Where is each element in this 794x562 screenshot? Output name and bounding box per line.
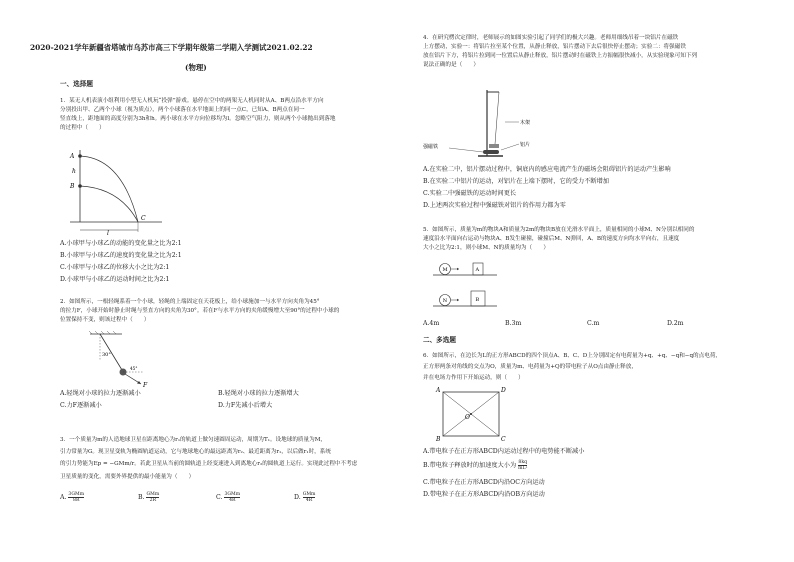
q6-vertex-a: A: [436, 387, 441, 394]
q6-option-b[interactable]: B.带电粒子释放时的加速度大小为 $\frac{8kq}{\text{mL²}}$: [423, 460, 528, 471]
q3-line-4: 卫星质量的变化，需要外界提供的最小能量为（ ）: [60, 474, 195, 480]
q5-ball-n: N: [442, 298, 448, 304]
q1-option-c[interactable]: C.小球甲与小球乙的位移大小之比为2:1: [60, 264, 170, 271]
q4-line-3: 放在铝片下方，将铝片拉到同一位置后从静止释放，铝片摆动时在磁铁上方振幅很快减小，从实验现象可知下列: [423, 53, 698, 59]
q1-figure: [62, 140, 172, 235]
q5-option-c[interactable]: C.m: [587, 320, 600, 327]
q3-option-b[interactable]: B. $\frac{\text{GMm}}{2R}$: [138, 492, 160, 503]
q2-line-1: 2．如图所示，一根轻绳系着一个小球，轻绳的上端固定在天花板上，给小球施加一与水平方向夹角为45°: [60, 299, 320, 305]
q6-center-o: O: [465, 414, 470, 421]
q4-line-1: 4．在研究楞次定律时，老师展示的如图实验引起了同学们的极大兴趣。老师用细线吊着一块铝片在磁铁: [423, 35, 679, 41]
q4-figure: [423, 86, 543, 161]
q6-line-1: 6．如图所示，在边长为L的正方形ABCD的四个顶点A、B、C、D上分别固定有电荷量为+q、+q、−q和−q的点电荷，: [423, 353, 722, 359]
q6-option-d[interactable]: D.带电粒子在正方形ABCD内沿OB方向运动: [423, 491, 545, 498]
section-heading-multi: 二、多选题: [423, 336, 456, 344]
q6-vertex-d: D: [501, 387, 506, 394]
q2-angle-label: 30°: [102, 352, 111, 358]
q1-option-b[interactable]: B.小球甲与小球乙的速度的变化量之比为2:1: [60, 252, 182, 259]
q5-option-d[interactable]: D.2m: [667, 320, 684, 327]
q2-line-2: 的拉力F，小球开始时静止时绳与竖直方向的夹角为30°。若在F与水平方向的夹角缓慢增大至90°的过程中小球的: [60, 308, 340, 314]
q5-ball-m: M: [442, 267, 448, 273]
q3-option-d[interactable]: D. $\frac{\text{GMm}}{4R}$: [294, 492, 316, 503]
q6-line-2: 正方形两条对角线的交点为O，质量为m、电荷量为+Q的带电粒子从O点由静止释放，: [423, 364, 637, 370]
exam-title: 2020-2021学年新疆省塔城市乌苏市高三下学期年级第二学期入学测试2021.02.22: [30, 43, 313, 52]
q5-option-b[interactable]: B.3m: [505, 320, 522, 327]
q4-line-4: 说法正确的是（ ）: [423, 62, 479, 68]
q3-line-3: 的引力势能为Ep = −GMm/r。若此卫星从当前的圆轨道上经变速进入到离地心r₂的圆轨道上运行。实现此过程中不考虑: [60, 461, 358, 467]
q4-option-b[interactable]: B.在实验二中铝片的运动，对铝片在上端下摆时，它的受力不断增加: [423, 178, 609, 185]
q5-line-3: 大小之比为2:1，则小球M、N的质量均为（ ）: [423, 245, 549, 251]
q5-block-a: A: [475, 267, 480, 273]
right-page: [397, 0, 794, 562]
q1-option-a[interactable]: A.小球甲与小球乙的动能的变化量之比为2:1: [60, 240, 182, 247]
q6-option-c[interactable]: C.带电粒子在正方形ABCD内沿OC方向运动: [423, 479, 545, 486]
q5-line-2: 速度沿水平面向右运动与物块A、B发生碰撞，碰撞后M、N弹回，A、B的速度方向均水平向右，且速度: [423, 236, 680, 242]
q2-option-d[interactable]: D.力F先减小后增大: [218, 402, 273, 409]
q6-vertex-b: B: [436, 436, 441, 443]
q5-block-b: B: [475, 297, 480, 303]
q1-line-3: 竖直线上，距地面的高度分别为3h和h。两小球在水平方向位移均为l。忽略空气阻力，则从两个小球抛出到落地: [60, 116, 336, 122]
q3-line-1: 3．一个质量为m的人造地球卫星在距离地心为r₁的轨道上做匀速圆周运动，周期为T₁。设地球的质量为M，: [60, 437, 327, 443]
q1-point-a: A: [70, 153, 75, 160]
q2-angle-45-label: 45°: [130, 366, 138, 371]
q4-option-c[interactable]: C.实验二中强磁铁的运动时间更长: [423, 190, 517, 197]
q4-label-frame: 木架: [520, 120, 531, 126]
q4-label-magnet: 强磁铁: [423, 144, 439, 150]
q2-line-3: 位置保持不变，则该过程中（ ）: [60, 317, 150, 323]
q1-line-2: 分别投出甲、乙两个小球（视为质点），两个小球落在水平地面上的同一点C，已知A、B两点在同一: [60, 107, 305, 113]
q6-line-3: 并在电场力作用下开始运动，则（ ）: [423, 375, 524, 381]
q1-label-h: h: [72, 168, 76, 175]
q3-line-2: 引力常量为G。现卫星变轨为椭圆轨道运动，它与地球地心的最远距离为r₂、最近距离为r₁，以后做r₁时，系统: [60, 449, 331, 455]
q2-figure: [86, 330, 166, 388]
q2-option-a[interactable]: A.轻绳对小球的拉力逐渐减小: [60, 390, 141, 397]
q6-vertex-c: C: [501, 436, 506, 443]
q1-point-c: C: [141, 215, 146, 222]
q4-label-plate: 铝片: [520, 142, 531, 148]
q6-figure: [435, 386, 507, 442]
q5-option-a[interactable]: A.4m: [423, 320, 440, 327]
q6-option-a[interactable]: A.带电粒子在正方形ABCD内运动过程中的电势能不断减小: [423, 448, 585, 455]
q1-line-1: 1．某无人机表演小组利用小型无人机玩“投弹”游戏。悬停在空中的两架无人机同时从A、B两点沿水平方向: [60, 98, 324, 104]
q1-label-l: l: [107, 230, 109, 237]
q2-force-label: F: [143, 382, 148, 389]
q2-option-b[interactable]: B.轻绳对小球的拉力逐渐增大: [218, 390, 299, 397]
exam-subject: (物理): [185, 63, 207, 72]
q1-line-4: 的过程中（ ）: [60, 125, 105, 131]
q4-option-a[interactable]: A.在实验二中，铝片摆动过程中，铜底内的感应电流产生的磁场会阻碍铝片的运动产生影响: [423, 166, 671, 173]
q4-option-d[interactable]: D.上述两次实验过程中强磁铁对铝片的作用力都为零: [423, 202, 566, 209]
q4-line-2: 上方摆动，实验一：将铝片拉至某个位置，从静止释放，铝片摆动下去后很快停止摆动；实验二：将强磁铁: [423, 44, 686, 50]
q2-option-c[interactable]: C.力F逐渐减小: [60, 402, 102, 409]
q5-figure: [431, 258, 501, 312]
q3-option-c[interactable]: C. $\frac{\text{3GMm}}{4R}$: [216, 492, 241, 503]
q1-point-b: B: [70, 183, 75, 190]
q3-option-a[interactable]: A. $\frac{\text{3GMm}}{8R}$: [60, 492, 85, 503]
q1-option-d[interactable]: D.小球甲与小球乙的运动时间之比为2:1: [60, 276, 170, 283]
section-heading-choice: 一、选择题: [60, 80, 93, 88]
q5-line-1: 5．如图所示，质量为m的物块A和质量为2m的物块B放在光滑水平面上，质量相同的小球M、N分别以相同的: [423, 227, 695, 233]
